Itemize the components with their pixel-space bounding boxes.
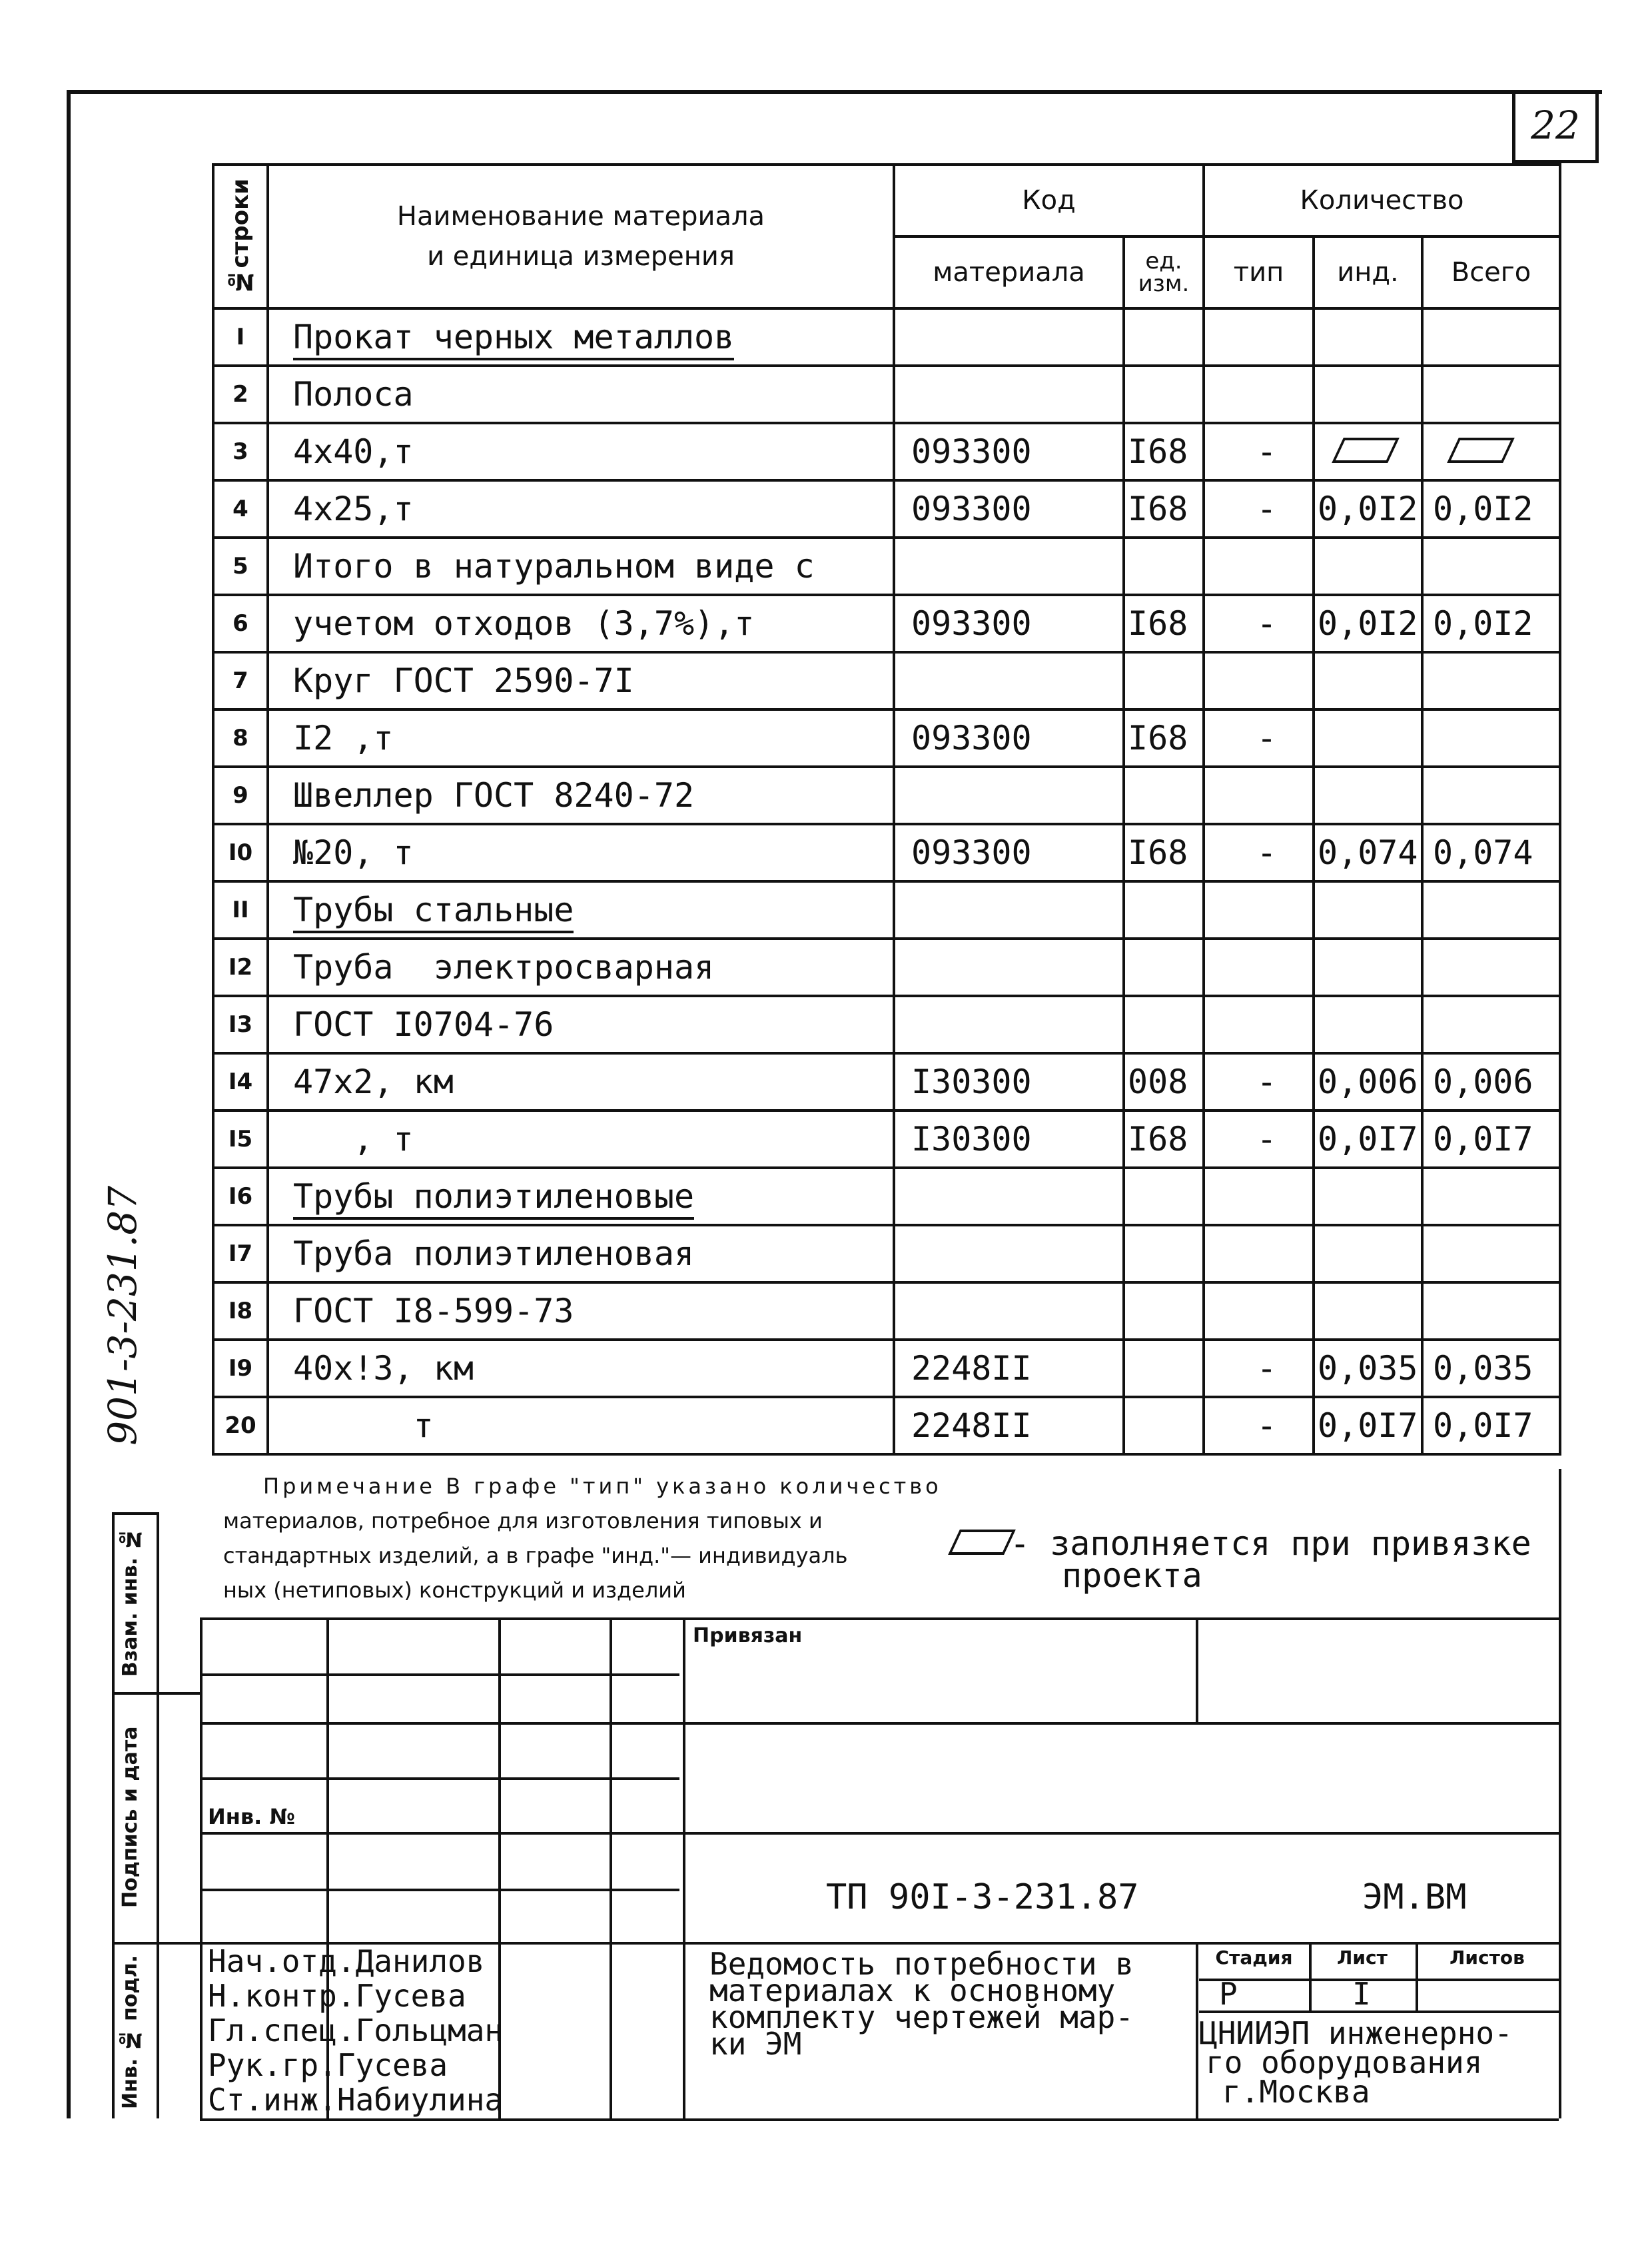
table-row [213, 1225, 1560, 1282]
qty-total [1422, 652, 1560, 709]
title-line-1: Ведомость потребности в [709, 1946, 1134, 1982]
unit-code [1124, 652, 1204, 709]
header-code-unit: ед. изм. [1124, 236, 1204, 308]
qty-ind: 0,006 [1314, 1053, 1422, 1111]
unit-code [1124, 1168, 1204, 1225]
qty-total [1422, 1168, 1560, 1225]
material-name: ГОСТ I8-599-73 [268, 1282, 894, 1340]
material-code [894, 1168, 1124, 1225]
org-line-2: го оборудования [1206, 2044, 1483, 2080]
qty-total: 0,006 [1422, 1053, 1560, 1111]
note-line-4: ных (нетиповых) конструкций и изделий [223, 1577, 686, 1603]
qty-ind [1314, 1225, 1422, 1282]
table-row [213, 480, 1560, 538]
blank-parallelogram-icon [1447, 438, 1515, 463]
material-code: I30300 [894, 1111, 1124, 1168]
signer-role: Рук.гр. [208, 2047, 337, 2083]
qty-type [1204, 939, 1314, 996]
material-code [894, 767, 1124, 824]
row-number: I3 [213, 996, 268, 1053]
row-number: I9 [213, 1340, 268, 1397]
material-code [894, 538, 1124, 595]
material-name: Швеллер ГОСТ 8240-72 [268, 767, 894, 824]
document-title [709, 1946, 1134, 2062]
row-number: 8 [213, 709, 268, 767]
note-line-3: стандартных изделий, а в графе "инд."— индивидуаль [223, 1543, 848, 1568]
row-number: I4 [213, 1053, 268, 1111]
table-row [213, 595, 1560, 652]
inv-no-label: Инв. № [208, 1804, 295, 1829]
unit-code: I68 [1124, 423, 1204, 480]
header-qty-ind: инд. [1314, 236, 1422, 308]
qty-type: - [1204, 595, 1314, 652]
qty-type [1204, 996, 1314, 1053]
table-row [213, 538, 1560, 595]
row-number: I [213, 308, 268, 366]
org-line-3: г.Москва [1222, 2074, 1370, 2110]
title-line-2: материалах к основному [709, 1973, 1116, 2009]
title-line-3: комплекту чертежей мар- [709, 1999, 1134, 2035]
qty-total [1422, 366, 1560, 423]
table-row [213, 652, 1560, 709]
stage-value: Р [1219, 1976, 1238, 2012]
material-code: 093300 [894, 824, 1124, 881]
row-number: 2 [213, 366, 268, 423]
qty-ind [1314, 652, 1422, 709]
unit-code [1124, 881, 1204, 939]
material-code [894, 881, 1124, 939]
unit-code: I68 [1124, 824, 1204, 881]
row-number: 3 [213, 423, 268, 480]
row-number: 4 [213, 480, 268, 538]
qty-ind [1314, 366, 1422, 423]
qty-ind [1314, 308, 1422, 366]
signer-role: Н.контр. [208, 1978, 356, 2014]
signers-list [208, 1944, 503, 2117]
material-name: Прокат черных металлов [268, 308, 894, 366]
blank-parallelogram-icon [1332, 438, 1400, 463]
material-code [894, 652, 1124, 709]
material-name: 40х!3, км [268, 1340, 894, 1397]
qty-total [1422, 709, 1560, 767]
sheet-value: I [1352, 1976, 1371, 2012]
signer-name: Гусева [355, 1978, 466, 2014]
qty-ind: 0,0I2 [1314, 480, 1422, 538]
unit-code [1124, 1397, 1204, 1454]
material-name: учетом отходов (3,7%),т [268, 595, 894, 652]
qty-ind [1314, 538, 1422, 595]
materials-table [212, 163, 1561, 1456]
qty-ind [1314, 709, 1422, 767]
material-name: ГОСТ I0704-76 [268, 996, 894, 1053]
qty-total [1422, 1282, 1560, 1340]
row-number: 20 [213, 1397, 268, 1454]
material-name: Круг ГОСТ 2590-7I [268, 652, 894, 709]
table-row [213, 1397, 1560, 1454]
material-name: Труба электросварная [268, 939, 894, 996]
header-qty-type: тип [1204, 236, 1314, 308]
qty-total [1422, 939, 1560, 996]
material-code: 093300 [894, 709, 1124, 767]
table-header-row [213, 165, 1560, 236]
material-name: , т [268, 1111, 894, 1168]
unit-code: 008 [1124, 1053, 1204, 1111]
table-row [213, 423, 1560, 480]
material-code: 2248II [894, 1340, 1124, 1397]
qty-type: - [1204, 1397, 1314, 1454]
note-legend [954, 1524, 1531, 1595]
unit-code: I68 [1124, 1111, 1204, 1168]
signer-row [208, 2013, 503, 2048]
table-row [213, 1111, 1560, 1168]
row-number: 5 [213, 538, 268, 595]
side-label-vz-inv: Взам. инв. № [119, 1527, 142, 1677]
signer-name: Гольцман [355, 2013, 504, 2048]
header-name: Наименование материала и единица измерения [268, 165, 894, 308]
row-number: I0 [213, 824, 268, 881]
privyazan-label: Привязан [693, 1624, 803, 1647]
material-code [894, 939, 1124, 996]
material-name: Труба полиэтиленовая [268, 1225, 894, 1282]
qty-total [1422, 538, 1560, 595]
row-number: 6 [213, 595, 268, 652]
qty-type: - [1204, 423, 1314, 480]
qty-type [1204, 1282, 1314, 1340]
material-code [894, 996, 1124, 1053]
row-number: I8 [213, 1282, 268, 1340]
material-name: Трубы полиэтиленовые [268, 1168, 894, 1225]
row-number: 9 [213, 767, 268, 824]
unit-code [1124, 366, 1204, 423]
unit-code [1124, 1282, 1204, 1340]
qty-type: - [1204, 1340, 1314, 1397]
table-row [213, 366, 1560, 423]
qty-ind [1314, 939, 1422, 996]
sheet-number: 22 [1512, 90, 1599, 163]
qty-type [1204, 881, 1314, 939]
drawing-mark: ЭМ.ВМ [1362, 1877, 1467, 1917]
qty-type [1204, 1225, 1314, 1282]
material-name: Трубы стальные [268, 881, 894, 939]
signer-role: Нач.отд. [208, 1943, 356, 1979]
unit-code [1124, 996, 1204, 1053]
qty-total: 0,0I2 [1422, 595, 1560, 652]
header-row-no: №строки [213, 165, 268, 308]
header-code-material: материала [894, 236, 1124, 308]
qty-type: - [1204, 1111, 1314, 1168]
legend-text-2: проекта [1062, 1556, 1202, 1595]
material-name: Итого в натуральном виде с [268, 538, 894, 595]
material-name: Полоса [268, 366, 894, 423]
qty-type [1204, 767, 1314, 824]
qty-total [1422, 308, 1560, 366]
unit-code [1124, 1340, 1204, 1397]
qty-type: - [1204, 480, 1314, 538]
signer-name: Данилов [355, 1943, 485, 1979]
qty-type: - [1204, 824, 1314, 881]
qty-total: 0,035 [1422, 1340, 1560, 1397]
qty-ind: 0,0I2 [1314, 595, 1422, 652]
material-code: 093300 [894, 595, 1124, 652]
qty-type [1204, 308, 1314, 366]
qty-ind [1314, 423, 1422, 480]
material-code: I30300 [894, 1053, 1124, 1111]
material-name: №20, т [268, 824, 894, 881]
qty-total [1422, 881, 1560, 939]
unit-code [1124, 308, 1204, 366]
qty-ind [1314, 1168, 1422, 1225]
signer-role: Гл.спец. [208, 2013, 356, 2048]
handwritten-code: 901-3-231.87 [100, 1186, 145, 1446]
row-number: II [213, 881, 268, 939]
qty-ind [1314, 996, 1422, 1053]
qty-ind: 0,0I7 [1314, 1397, 1422, 1454]
material-name: 4х25,т [268, 480, 894, 538]
header-quantity: Количество [1204, 165, 1560, 236]
sheet-label: Лист [1337, 1947, 1388, 1969]
qty-type [1204, 538, 1314, 595]
signer-row [208, 1944, 503, 1979]
note-line-1: Примечание В графе "тип" указано количество [263, 1474, 942, 1499]
note-line-2: материалов, потребное для изготовления типовых и [223, 1508, 823, 1534]
title-line-4: ки ЭМ [709, 2026, 802, 2062]
qty-type: - [1204, 709, 1314, 767]
qty-ind [1314, 1282, 1422, 1340]
unit-code: I68 [1124, 480, 1204, 538]
legend-parallelogram-icon [948, 1530, 1016, 1555]
row-number: I7 [213, 1225, 268, 1282]
qty-ind [1314, 881, 1422, 939]
qty-total [1422, 423, 1560, 480]
qty-ind: 0,074 [1314, 824, 1422, 881]
table-row [213, 824, 1560, 881]
stage-label: Стадия [1215, 1947, 1293, 1969]
material-code: 093300 [894, 423, 1124, 480]
qty-total: 0,0I7 [1422, 1111, 1560, 1168]
signer-name: Набиулина [336, 2082, 504, 2118]
header-qty-total: Всего [1422, 236, 1560, 308]
header-code: Код [894, 165, 1204, 236]
document-code: ТП 90I-3-231.87 [826, 1877, 1139, 1917]
qty-total [1422, 996, 1560, 1053]
material-code [894, 308, 1124, 366]
qty-total: 0,0I2 [1422, 480, 1560, 538]
organization [1199, 2015, 1513, 2110]
qty-ind: 0,035 [1314, 1340, 1422, 1397]
material-name: т [268, 1397, 894, 1454]
unit-code [1124, 1225, 1204, 1282]
org-line-1: ЦНИИЭП инженерно- [1199, 2015, 1513, 2051]
unit-code: I68 [1124, 595, 1204, 652]
material-code: 2248II [894, 1397, 1124, 1454]
table-row [213, 1053, 1560, 1111]
qty-total: 0,0I7 [1422, 1397, 1560, 1454]
qty-ind [1314, 767, 1422, 824]
note-block [223, 1469, 1056, 1607]
qty-type [1204, 366, 1314, 423]
signer-row [208, 1979, 503, 2013]
qty-ind: 0,0I7 [1314, 1111, 1422, 1168]
material-code [894, 366, 1124, 423]
material-name: I2 ,т [268, 709, 894, 767]
table-row [213, 996, 1560, 1053]
table-row [213, 709, 1560, 767]
material-name: 4х40,т [268, 423, 894, 480]
qty-total [1422, 767, 1560, 824]
unit-code [1124, 767, 1204, 824]
unit-code [1124, 538, 1204, 595]
material-code [894, 1225, 1124, 1282]
table-row [213, 767, 1560, 824]
table-row [213, 308, 1560, 366]
signer-role: Ст.инж. [208, 2082, 337, 2118]
qty-total: 0,074 [1422, 824, 1560, 881]
table-row [213, 939, 1560, 996]
row-number: I5 [213, 1111, 268, 1168]
unit-code [1124, 939, 1204, 996]
material-code [894, 1282, 1124, 1340]
material-code: 093300 [894, 480, 1124, 538]
legend-text-1: - заполняется при привязке [1010, 1524, 1531, 1563]
signer-row [208, 2048, 503, 2082]
row-number: I6 [213, 1168, 268, 1225]
table-row [213, 1340, 1560, 1397]
table-row [213, 881, 1560, 939]
side-label-inv-podl: Инв. № подл. [119, 1955, 142, 2109]
table-row [213, 1168, 1560, 1225]
side-label-sign-date: Подпись и дата [119, 1726, 142, 1908]
unit-code: I68 [1124, 709, 1204, 767]
qty-type [1204, 652, 1314, 709]
material-name: 47х2, км [268, 1053, 894, 1111]
qty-total [1422, 1225, 1560, 1282]
signer-row [208, 2082, 503, 2117]
qty-type [1204, 1168, 1314, 1225]
qty-type: - [1204, 1053, 1314, 1111]
signer-name: Гусева [336, 2047, 448, 2083]
sheets-label: Листов [1449, 1947, 1525, 1969]
row-number: I2 [213, 939, 268, 996]
table-row [213, 1282, 1560, 1340]
row-number: 7 [213, 652, 268, 709]
